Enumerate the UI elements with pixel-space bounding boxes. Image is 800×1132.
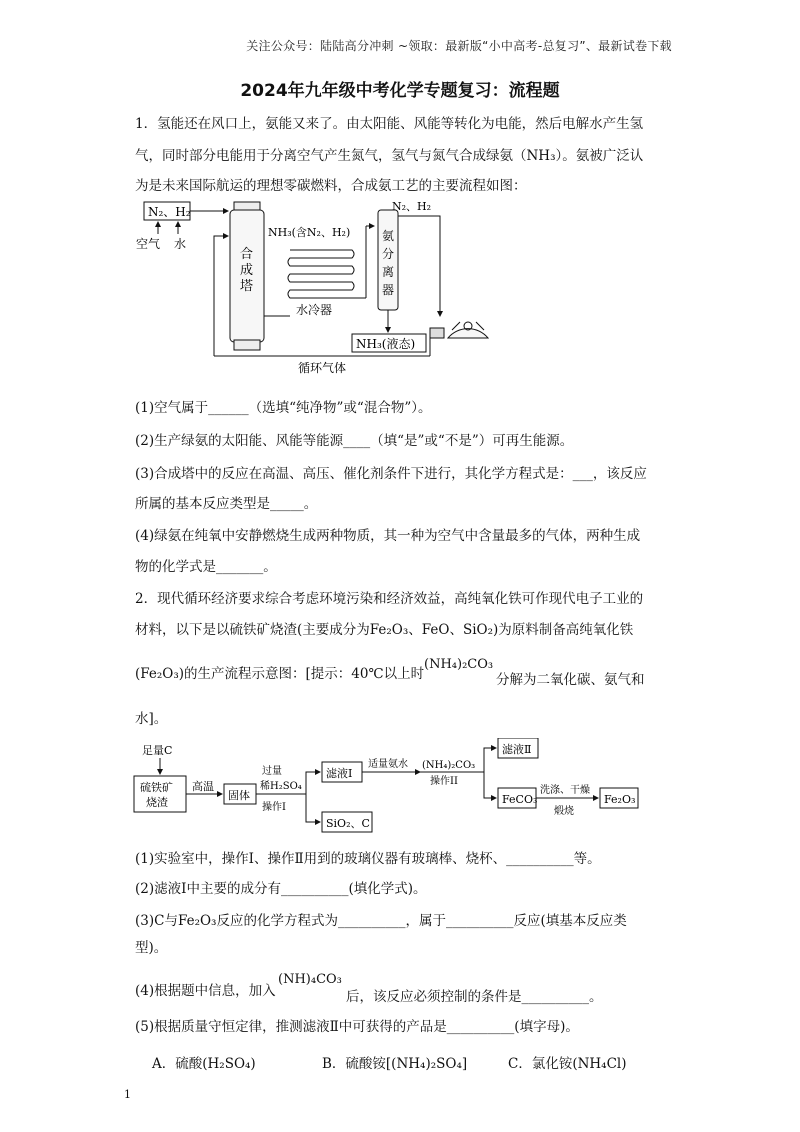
q1-part-3: (3)合成塔中的反应在高温、高压、催化剂条件下进行，其化学方程式是：___，该反应 <box>135 466 647 482</box>
tower-label-1: 合 <box>240 247 254 262</box>
ammonia-process-diagram <box>130 196 500 378</box>
air-label: 空气 <box>136 237 161 251</box>
q1-part-4-cont: 物的化学式是_______。 <box>135 559 277 575</box>
option-c: C．氯化铵(NH₄Cl) <box>508 1056 627 1072</box>
filtrate1-label: 滤液Ⅰ <box>326 767 353 780</box>
product-label: Fe₂O₃ <box>604 793 636 806</box>
q2-part-4-post: 后，该反应必须控制的条件是__________。 <box>346 989 603 1005</box>
q1-part-3-cont: 所属的基本反应类型是_____。 <box>135 496 318 512</box>
feed-label: N₂、H₂ <box>148 205 191 219</box>
q2-part-1: (1)实验室中，操作Ⅰ、操作Ⅱ用到的玻璃仪器有玻璃棒、烧杯、__________等。 <box>135 851 601 867</box>
option-a: A．硫酸(H₂SO₄) <box>152 1056 256 1072</box>
svg-text:离: 离 <box>382 265 395 279</box>
q2-part-3: (3)C与Fe₂O₃反应的化学方程式为__________，属于__________反应(填基本反应类 <box>135 913 627 929</box>
page-title: 2024年九年级中考化学专题复习：流程题 <box>240 81 560 101</box>
q1-stem-line: 为是未来国际航运的理想零碳燃料，合成氨工艺的主要流程如图： <box>135 178 527 194</box>
ore-label-1: 硫铁矿 <box>140 781 173 794</box>
hint-formula: (NH₄)₂CO₃ <box>424 657 494 672</box>
acid-label-2: 稀H₂SO₄ <box>260 781 302 792</box>
q2-stem-line: 材料，以下是以硫铁矿烧渣(主要成分为Fe₂O₃、FeO、SiO₂)为原料制备高纯氧化铁 <box>135 622 634 638</box>
acid-label-1: 过量 <box>262 766 282 777</box>
calc-label: 煅烧 <box>554 806 574 817</box>
q1-part-2: (2)生产绿氨的太阳能、风能等能源____（填“是”或“不是”）可再生能源。 <box>135 433 574 449</box>
q2-part-4-pre: (4)根据题中信息，加入 <box>135 983 276 999</box>
ore-label-2: 烧渣 <box>146 796 168 809</box>
svg-text:器: 器 <box>382 283 395 297</box>
wash-label: 洗涤、干燥 <box>540 785 590 796</box>
tower-label-2: 成 <box>240 263 254 278</box>
q1-stem-line: 1．氢能还在风口上，氨能又来了。由太阳能、风能等转化为电能，然后电解水产生氢 <box>135 116 644 132</box>
liquid-label: NH₃(液态) <box>356 337 416 351</box>
ammonia-label: 适量氨水 <box>368 759 408 770</box>
q2-part-5: (5)根据质量守恒定律，推测滤液Ⅱ中可获得的产品是__________(填字母)。 <box>135 1019 579 1035</box>
q2-stem-line: (Fe₂O₃)的生产流程示意图：[提示：40℃以上时 <box>135 666 425 682</box>
page-header: 关注公众号：陆陆高分冲刺 ~领取：最新版“小中高考-总复习”、最新试卷下载 <box>246 39 672 53</box>
page-number: 1 <box>124 1088 131 1101</box>
q2-stem-line: 分解为二氧化碳、氨气和 <box>496 672 645 688</box>
q2-stem-line: 2．现代循环经济要求综合考虑环境污染和经济效益，高纯氧化铁可作现代电子工业的 <box>135 591 644 607</box>
svg-text:分: 分 <box>382 247 395 261</box>
q2-part-2: (2)滤液Ⅰ中主要的成分有__________(填化学式)。 <box>135 881 427 897</box>
recycle-label: 循环气体 <box>298 361 347 375</box>
solid-label: 固体 <box>228 789 250 802</box>
q1-stem-line: 气，同时部分电能用于分离空气产生氮气，氢气与氮气合成绿氨（NH₃）。氨被广泛认 <box>135 148 644 164</box>
carbon-label: 足量C <box>142 744 173 757</box>
op2-label: 操作II <box>430 776 458 787</box>
residue-label: SiO₂、C <box>326 817 370 830</box>
tower-label-3: 塔 <box>240 279 254 294</box>
top-gas-label: N₂、H₂ <box>392 200 432 213</box>
carbonate-label: (NH₄)₂CO₃ <box>422 760 476 771</box>
feco3-label: FeCO₃ <box>502 793 538 806</box>
compressor-icon <box>430 322 488 356</box>
q2-stem-line: 水]。 <box>135 711 168 727</box>
iron-oxide-process-diagram <box>130 738 670 838</box>
q2-part-4-formula: (NH)₄CO₃ <box>278 972 342 987</box>
op1-label: 操作I <box>262 802 286 813</box>
q1-part-1: (1)空气属于______（选填“纯净物”或“混合物”）。 <box>135 400 432 416</box>
option-b: B．硫酸铵[(NH₄)₂SO₄] <box>322 1056 468 1072</box>
q2-part-3-cont: 型)。 <box>135 940 168 956</box>
svg-text:氨: 氨 <box>382 229 395 243</box>
water-label: 水 <box>174 237 187 251</box>
mix-label: NH₃(含N₂、H₂) <box>268 226 351 239</box>
cooler-label: 水冷器 <box>296 303 333 317</box>
q1-part-4: (4)绿氨在纯氧中安静燃烧生成两种物质，其一种为空气中含量最多的气体，两种生成 <box>135 528 641 544</box>
heat-label: 高温 <box>192 780 214 793</box>
filtrate2-label: 滤液Ⅱ <box>502 743 532 756</box>
